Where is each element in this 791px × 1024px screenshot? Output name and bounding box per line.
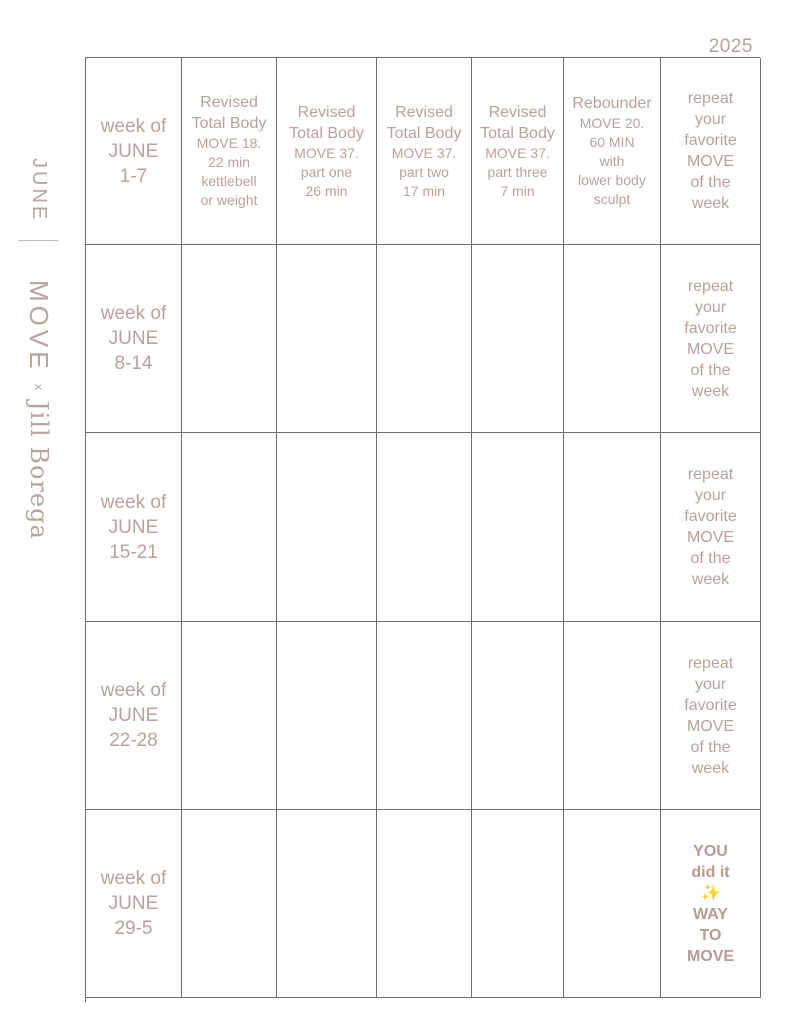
repeat-line: your xyxy=(694,487,727,504)
workout-checkbox-cell[interactable] xyxy=(182,245,277,433)
workout-checkbox-cell[interactable] xyxy=(564,433,661,622)
week-label-cell xyxy=(86,622,182,810)
workout-detail: MOVE 18. xyxy=(196,135,262,151)
week-label-cell xyxy=(86,245,182,433)
week-label-line: 29-5 xyxy=(114,918,153,939)
repeat-line: MOVE xyxy=(686,529,735,546)
workout-checkbox-cell[interactable] xyxy=(377,810,472,998)
workout-detail: part three xyxy=(487,163,548,180)
workout-checkbox-cell[interactable] xyxy=(182,622,277,810)
repeat-line: week xyxy=(691,382,730,400)
completion-line: YOU xyxy=(693,842,728,860)
table-row xyxy=(86,58,761,245)
completion-line: MOVE xyxy=(686,947,735,965)
workout-header-cell xyxy=(277,58,377,245)
brand-x: x xyxy=(32,383,46,390)
workout-detail: MOVE 20. xyxy=(579,115,645,131)
workout-title: Rebounder xyxy=(572,95,652,112)
workout-header-cell xyxy=(182,58,277,245)
week-label-line: JUNE xyxy=(108,893,159,914)
completion-line: TO xyxy=(699,926,722,944)
table-row xyxy=(86,433,761,622)
repeat-line: week xyxy=(691,759,730,777)
week-label-cell xyxy=(86,433,182,622)
repeat-line: repeat xyxy=(687,654,734,672)
workout-title: Revised Total Body xyxy=(289,103,364,142)
repeat-favorite-cell xyxy=(661,433,761,622)
repeat-line: favorite xyxy=(684,696,737,714)
repeat-line: favorite xyxy=(684,132,737,149)
completion-line: did it xyxy=(691,863,730,881)
workout-header-cell xyxy=(472,58,564,245)
repeat-line: repeat xyxy=(687,277,734,295)
workout-detail: 22 min xyxy=(207,154,251,170)
workout-detail: 17 min xyxy=(402,182,446,199)
table-row xyxy=(86,622,761,810)
workout-header-cell xyxy=(564,58,661,245)
repeat-line: your xyxy=(694,111,727,128)
repeat-line: favorite xyxy=(684,508,737,525)
workout-checkbox-cell[interactable] xyxy=(472,433,564,622)
week-label-line: 1-7 xyxy=(119,165,148,187)
workout-detail: MOVE 37. xyxy=(294,144,359,161)
workout-detail: 7 min xyxy=(500,182,535,199)
week-label-line: 15-21 xyxy=(109,541,158,563)
workout-detail: or weight xyxy=(200,192,258,208)
workout-detail: MOVE 37. xyxy=(391,144,457,161)
workout-detail: 60 MIN xyxy=(589,134,635,150)
workout-checkbox-cell[interactable] xyxy=(277,810,377,998)
completion-line: WAY xyxy=(693,905,728,923)
week-label-line: week of xyxy=(100,868,167,889)
workout-checkbox-cell[interactable] xyxy=(377,433,472,622)
workout-calendar-grid xyxy=(85,57,760,997)
week-label-line: 8-14 xyxy=(114,353,153,374)
workout-detail: with xyxy=(599,153,625,169)
workout-checkbox-cell[interactable] xyxy=(472,810,564,998)
workout-checkbox-cell[interactable] xyxy=(472,245,564,433)
week-label-cell xyxy=(86,810,182,998)
workout-checkbox-cell[interactable] xyxy=(564,622,661,810)
side-banner xyxy=(14,150,64,570)
workout-detail: 26 min xyxy=(305,182,348,199)
workout-checkbox-cell[interactable] xyxy=(564,245,661,433)
week-label-cell xyxy=(86,58,182,245)
repeat-line: your xyxy=(694,298,727,316)
workout-header-cell xyxy=(377,58,472,245)
workout-detail: sculpt xyxy=(593,191,631,207)
week-label-line: week of xyxy=(100,680,167,701)
week-label-line: week of xyxy=(100,303,167,324)
table-row xyxy=(86,810,761,998)
brand-move: MOVE xyxy=(24,280,54,373)
repeat-line: MOVE xyxy=(686,153,735,170)
week-label-line: week of xyxy=(100,115,167,137)
side-divider xyxy=(18,240,58,241)
repeat-line: MOVE xyxy=(686,717,735,735)
workout-checkbox-cell[interactable] xyxy=(472,622,564,810)
repeat-line: of the xyxy=(690,174,731,191)
workout-detail: MOVE 37. xyxy=(485,144,550,161)
workout-detail: part two xyxy=(399,163,449,180)
week-label-line: JUNE xyxy=(108,140,159,162)
brand-logo xyxy=(14,280,64,540)
week-label-line: week of xyxy=(100,491,167,513)
repeat-favorite-cell xyxy=(661,245,761,433)
repeat-line: of the xyxy=(690,361,731,379)
week-label-line: JUNE xyxy=(108,705,159,726)
sparkle-icon: ✨ xyxy=(700,884,721,902)
workout-title: Revised Total Body xyxy=(480,103,555,142)
repeat-line: MOVE xyxy=(686,340,735,358)
workout-checkbox-cell[interactable] xyxy=(377,622,472,810)
grid-tick xyxy=(85,997,86,1002)
repeat-line: week xyxy=(691,571,730,588)
workout-checkbox-cell[interactable] xyxy=(277,622,377,810)
workout-detail: lower body xyxy=(578,172,646,188)
workout-title: Revised Total Body xyxy=(191,94,267,132)
repeat-favorite-cell xyxy=(661,622,761,810)
repeat-favorite-cell xyxy=(661,58,761,245)
workout-detail: kettlebell xyxy=(201,173,257,189)
repeat-line: repeat xyxy=(687,90,734,107)
workout-checkbox-cell[interactable] xyxy=(182,433,277,622)
repeat-line: of the xyxy=(690,550,731,567)
repeat-line: week xyxy=(691,195,730,212)
repeat-line: repeat xyxy=(687,466,734,483)
workout-checkbox-cell[interactable] xyxy=(277,433,377,622)
brand-name: Jill Borega xyxy=(25,401,53,540)
workout-checkbox-cell[interactable] xyxy=(182,810,277,998)
year-label: 2025 xyxy=(708,36,753,57)
week-label-line: 22-28 xyxy=(109,730,158,751)
workout-checkbox-cell[interactable] xyxy=(277,245,377,433)
week-label-line: JUNE xyxy=(108,328,159,349)
repeat-line: your xyxy=(694,675,727,693)
side-month-label: JUNE xyxy=(28,157,50,223)
workout-checkbox-cell[interactable] xyxy=(377,245,472,433)
repeat-line: favorite xyxy=(684,319,737,337)
workout-title: Revised Total Body xyxy=(386,103,462,142)
week-label-line: JUNE xyxy=(108,516,159,538)
repeat-line: of the xyxy=(690,738,731,756)
workout-checkbox-cell[interactable] xyxy=(564,810,661,998)
table-row xyxy=(86,245,761,433)
completion-cell xyxy=(661,810,761,998)
workout-detail: part one xyxy=(300,163,353,180)
